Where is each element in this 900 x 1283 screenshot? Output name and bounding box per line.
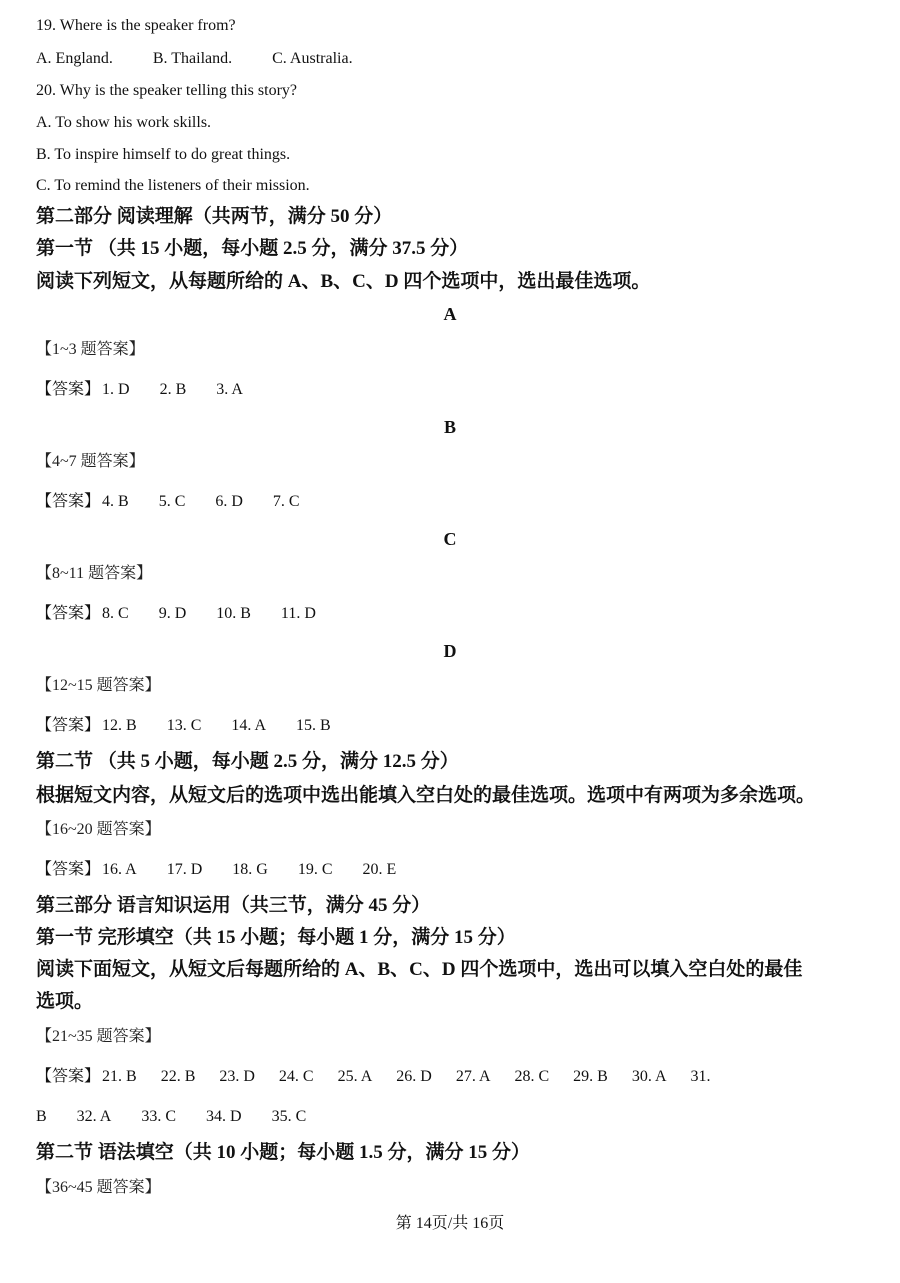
answer-item: 25. A bbox=[337, 1068, 373, 1085]
answer-label: 【答案】 bbox=[36, 861, 101, 878]
page-footer: 第 14页/共 16页 bbox=[395, 1215, 505, 1232]
answer-item: 4. B bbox=[102, 493, 129, 510]
question-20-option-c: C. To remind the listeners of their mission. bbox=[36, 177, 310, 194]
question-19-options bbox=[36, 51, 389, 67]
answer-item: 15. B bbox=[296, 717, 331, 734]
answer-item: 26. D bbox=[396, 1068, 432, 1085]
passage-letter-b: B bbox=[443, 417, 456, 437]
answer-range-21-35: 【21~35 题答案】 bbox=[36, 1028, 161, 1045]
question-20-option-b: B. To inspire himself to do great things. bbox=[36, 146, 291, 163]
answer-item: 7. C bbox=[272, 493, 300, 510]
answer-item: 27. A bbox=[455, 1068, 491, 1085]
answer-item: 6. D bbox=[215, 493, 243, 510]
answer-item: 9. D bbox=[158, 605, 187, 622]
answer-row-21-31 bbox=[36, 1069, 711, 1085]
option-a: A. England. bbox=[36, 50, 113, 67]
answer-row-4-7 bbox=[36, 494, 300, 510]
answer-range-8-11: 【8~11 题答案】 bbox=[36, 565, 153, 582]
passage-letter-a: A bbox=[443, 304, 457, 324]
answer-item: 3. A bbox=[216, 381, 243, 398]
answer-label: 【答案】 bbox=[36, 717, 101, 734]
part3-sec1-instructions-line1: 阅读下面短文，从短文后每题所给的 A、B、C、D 四个选项中，选出可以填入空白处的最佳 bbox=[36, 959, 803, 980]
part3-title: 第三部分 语言知识运用（共三节，满分 45 分） bbox=[36, 895, 431, 916]
answer-item: 11. D bbox=[280, 605, 316, 622]
answer-item: 2. B bbox=[159, 381, 187, 398]
answer-range-36-45: 【36~45 题答案】 bbox=[36, 1179, 161, 1196]
passage-letter-c: C bbox=[443, 529, 457, 549]
part2-sec1-title: 第一节 （共 15 小题，每小题 2.5 分，满分 37.5 分） bbox=[36, 238, 469, 259]
answer-item: 29. B bbox=[573, 1068, 608, 1085]
answer-label: 【答案】 bbox=[36, 1068, 101, 1085]
option-c: C. Australia. bbox=[272, 50, 353, 67]
answer-item: 10. B bbox=[216, 605, 251, 622]
answer-row-1-3 bbox=[36, 382, 243, 398]
answer-label: 【答案】 bbox=[36, 381, 101, 398]
answer-item: 33. C bbox=[141, 1108, 177, 1125]
answer-range-16-20: 【16~20 题答案】 bbox=[36, 821, 161, 838]
part3-sec1-instructions-line2: 选项。 bbox=[36, 991, 94, 1012]
passage-letter-d: D bbox=[443, 641, 457, 661]
answer-range-1-3: 【1~3 题答案】 bbox=[36, 341, 145, 358]
option-b: B. Thailand. bbox=[152, 50, 233, 67]
part2-sec1-instructions: 阅读下列短文，从每题所给的 A、B、C、D 四个选项中，选出最佳选项。 bbox=[36, 271, 651, 292]
answer-range-12-15: 【12~15 题答案】 bbox=[36, 677, 161, 694]
answer-item: 34. D bbox=[206, 1108, 242, 1125]
answer-item: 1. D bbox=[102, 381, 130, 398]
question-19: 19. Where is the speaker from? bbox=[36, 17, 236, 34]
answer-item: 28. C bbox=[514, 1068, 550, 1085]
part2-sec2-title: 第二节 （共 5 小题，每小题 2.5 分，满分 12.5 分） bbox=[36, 751, 459, 772]
part3-sec2-title: 第二节 语法填空（共 10 小题；每小题 1.5 分，满分 15 分） bbox=[36, 1142, 531, 1163]
part3-sec1-title: 第一节 完形填空（共 15 小题；每小题 1 分，满分 15 分） bbox=[36, 927, 516, 948]
answer-item: 35. C bbox=[271, 1108, 307, 1125]
answer-item: B bbox=[36, 1108, 47, 1125]
answer-item: 16. A bbox=[102, 861, 137, 878]
answer-item: 17. D bbox=[166, 861, 203, 878]
answer-item: 21. B bbox=[102, 1068, 137, 1085]
answer-item: 12. B bbox=[102, 717, 137, 734]
answer-item: 23. D bbox=[219, 1068, 255, 1085]
part2-title: 第二部分 阅读理解（共两节，满分 50 分） bbox=[36, 206, 393, 227]
answer-row-16-20 bbox=[36, 862, 396, 878]
answer-item: 8. C bbox=[102, 605, 129, 622]
answer-item: 24. C bbox=[278, 1068, 314, 1085]
part2-sec2-instructions: 根据短文内容，从短文后的选项中选出能填入空白处的最佳选项。选项中有两项为多余选项。 bbox=[36, 785, 816, 806]
answer-item: 30. A bbox=[631, 1068, 667, 1085]
answer-label: 【答案】 bbox=[36, 493, 101, 510]
answer-range-4-7: 【4~7 题答案】 bbox=[36, 453, 145, 470]
answer-item: 13. C bbox=[166, 717, 202, 734]
answer-item: 14. A bbox=[231, 717, 267, 734]
answer-item: 18. G bbox=[232, 861, 268, 878]
answer-item: 5. C bbox=[158, 493, 186, 510]
question-20: 20. Why is the speaker telling this story? bbox=[36, 82, 297, 99]
answer-item: 32. A bbox=[76, 1108, 112, 1125]
answer-row-8-11 bbox=[36, 606, 316, 622]
answer-row-12-15 bbox=[36, 718, 331, 734]
answer-item: 22. B bbox=[160, 1068, 196, 1085]
answer-row-31-35 bbox=[36, 1109, 306, 1125]
answer-item: 20. E bbox=[362, 861, 397, 878]
question-20-option-a: A. To show his work skills. bbox=[36, 114, 212, 131]
answer-item: 31. bbox=[690, 1068, 711, 1085]
answer-label: 【答案】 bbox=[36, 605, 101, 622]
answer-item: 19. C bbox=[297, 861, 333, 878]
